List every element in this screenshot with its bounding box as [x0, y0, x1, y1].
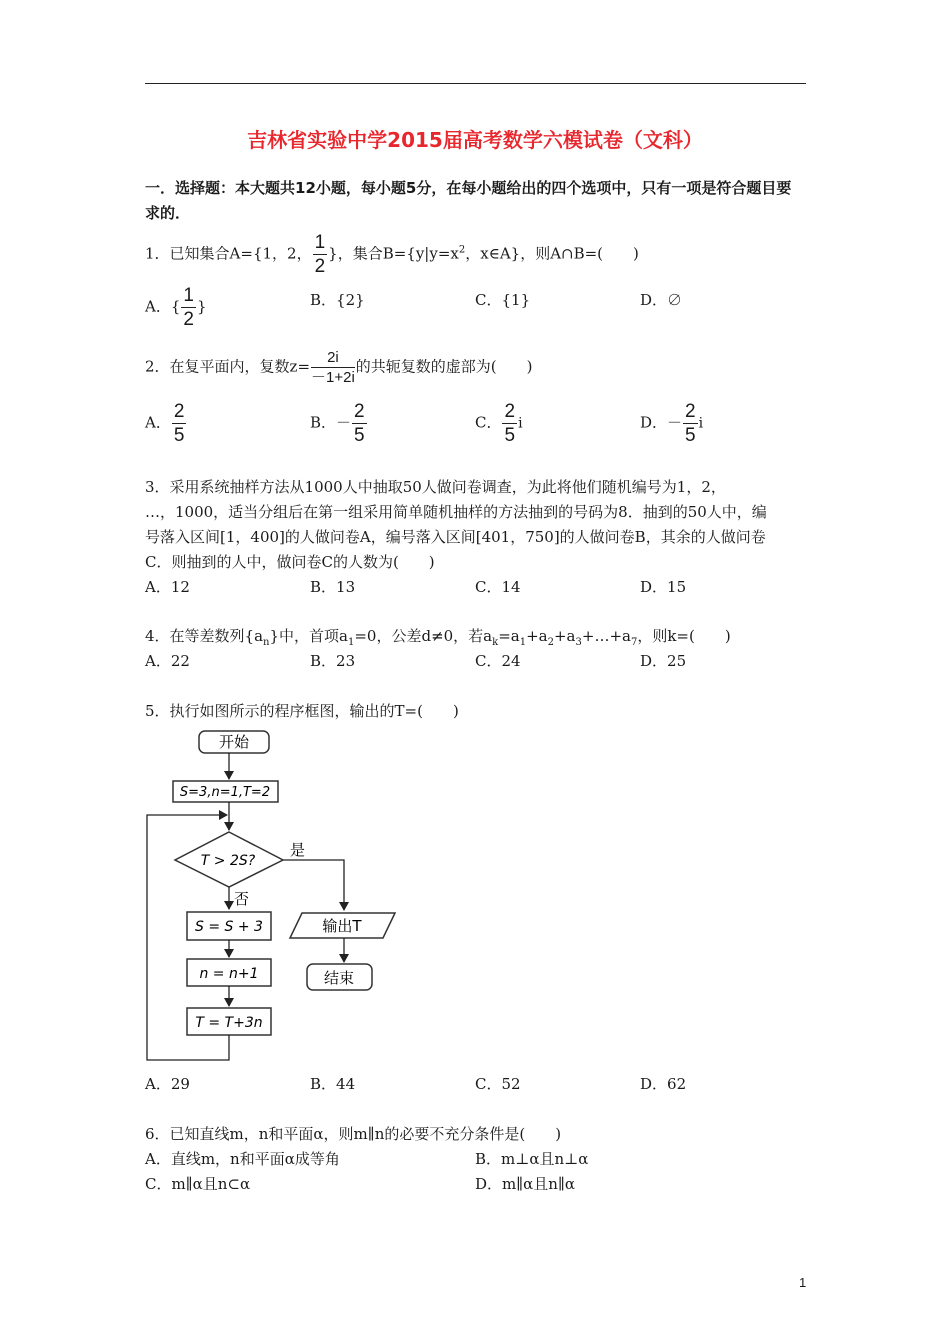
q1-option-a-fraction — [181, 286, 196, 329]
q1-option-a-den: 2 — [183, 309, 194, 330]
q2-frac-num: 2i — [311, 350, 355, 368]
flow-init-label: S=3,n=1,T=2 — [179, 785, 271, 800]
q4-option-a: A．22 — [145, 652, 190, 670]
q1-option-a — [145, 286, 207, 329]
q1-option-a-num: 1 — [183, 285, 194, 306]
q3-line-4: C．则抽到的人中，做问卷C的人数为( ) — [145, 553, 435, 571]
q4-option-b: B．23 — [310, 652, 356, 670]
q4-text-7: +…+a — [581, 627, 631, 645]
q2-option-b-fraction — [352, 402, 367, 445]
flow-step1-label: S = S + 3 — [195, 919, 263, 935]
q4-text-6: +a — [553, 627, 576, 645]
flow-step3-label: T = T+3n — [195, 1015, 263, 1031]
q1-option-b: B．{2} — [310, 291, 365, 309]
q2-option-a-label: A． — [145, 413, 171, 432]
q4-text-5: +a — [526, 627, 548, 645]
q1-stem-part-c: ，x∈A}，则A∩B=( ) — [465, 244, 639, 263]
q2-option-d — [640, 402, 703, 445]
q2-option-d-num: 2 — [685, 401, 696, 422]
q6-option-d: D．m∥α且n∥α — [475, 1175, 576, 1193]
q2-option-c-num: 2 — [504, 401, 516, 422]
q2-option-a — [145, 402, 187, 445]
q4-text-2: }中，首项a — [269, 627, 348, 645]
flow-yes-arrow — [283, 860, 344, 910]
q3-line-2: …，1000，适当分组后在第一组采用简单随机抽样的方法抽到的号码为8．抽到的50人中，编 — [145, 503, 767, 521]
flow-condition-label: T > 2S? — [200, 853, 256, 869]
q2-option-b-num: 2 — [354, 401, 365, 422]
q5-option-b: B．44 — [310, 1075, 356, 1093]
q1-frac-den: 2 — [314, 256, 326, 277]
q2-option-c-den: 5 — [504, 425, 516, 446]
q4-sub-2: 1 — [347, 637, 355, 648]
q4-option-c: C．24 — [475, 652, 521, 670]
flow-output-label: 输出T — [322, 917, 362, 935]
q3-option-d: D．15 — [640, 578, 687, 596]
q6-option-b: B．m⊥α且n⊥α — [475, 1150, 589, 1168]
q5-option-a: A．29 — [145, 1075, 190, 1093]
q2-option-d-label: D．－ — [640, 413, 683, 432]
q1-stem-part-b: }，集合B={y|y=x — [328, 244, 459, 263]
q4-option-d: D．25 — [640, 652, 687, 670]
q4-sub-5: 2 — [547, 637, 554, 648]
flow-start-label: 开始 — [218, 733, 250, 751]
q2-option-c-label: C． — [475, 413, 502, 432]
q2-stem-part-a: 2．在复平面内，复数z= — [145, 357, 311, 376]
q2-option-b-den: 5 — [354, 425, 365, 446]
q1-option-c: C．{1} — [475, 291, 531, 309]
q2-stem-part-b: 的共轭复数的虚部为( ) — [355, 357, 533, 376]
flow-no-label: 否 — [234, 890, 250, 908]
q4-sub-7: 7 — [630, 637, 638, 648]
q3-line-3: 号落入区间[1，400]的人做问卷A，编号落入区间[401，750]的人做问卷B，其余的人做问卷 — [145, 528, 766, 546]
q2-option-a-den: 5 — [173, 425, 185, 446]
q2-option-a-fraction — [172, 402, 187, 445]
q2-option-b — [310, 402, 368, 445]
q3-line-1: 3．采用系统抽样方法从1000人中抽取50人做问卷调查，为此将他们随机编号为1，2， — [145, 478, 726, 496]
q2-stem — [145, 350, 533, 385]
q2-option-d-unit: i — [698, 415, 704, 432]
page-number: 1 — [799, 1275, 807, 1290]
q4-sub-3: k — [492, 637, 499, 648]
q1-option-d: D．∅ — [640, 291, 683, 309]
q4-text-8: ，则k=( ) — [637, 627, 731, 645]
q2-option-b-label: B．－ — [310, 413, 352, 432]
q5-stem: 5．执行如图所示的程序框图，输出的T=( ) — [145, 702, 459, 720]
page-title: 吉林省实验中学2015届高考数学六模试卷（文科） — [247, 128, 703, 152]
q1-fraction — [313, 233, 328, 276]
q1-stem — [145, 233, 639, 276]
q1-option-a-close: } — [196, 297, 207, 316]
q1-frac-num: 1 — [314, 232, 326, 253]
q4-text-4: =a — [498, 627, 520, 645]
header-rule — [145, 83, 806, 84]
flow-yes-label: 是 — [290, 841, 306, 859]
q3-option-b: B．13 — [310, 578, 356, 596]
q2-option-d-den: 5 — [685, 425, 696, 446]
q2-option-c-unit: i — [518, 415, 523, 432]
q2-option-d-fraction — [683, 402, 698, 445]
q5-option-c: C．52 — [475, 1075, 521, 1093]
q6-option-c: C．m∥α且n⊂α — [145, 1175, 251, 1193]
q2-option-c — [475, 402, 523, 445]
q1-exponent: 2 — [458, 244, 466, 256]
flow-step2-label: n = n+1 — [199, 966, 259, 982]
q4-text-3: =0，公差d≠0，若a — [354, 627, 493, 645]
q2-frac-den: －1+2i — [311, 369, 355, 386]
q6-stem: 6．已知直线m，n和平面α，则m∥n的必要不充分条件是( ) — [145, 1125, 562, 1143]
flowchart — [140, 726, 410, 1071]
section-heading: 一．选择题：本大题共12小题，每小题5分，在每小题给出的四个选项中，只有一项是符合题目要求的． — [145, 179, 792, 222]
q3-option-a: A．12 — [145, 578, 190, 596]
q4-sub-6: 3 — [575, 637, 582, 648]
q3-option-c: C．14 — [475, 578, 521, 596]
flow-end-label: 结束 — [323, 969, 355, 987]
q4-stem — [145, 625, 731, 648]
q2-option-c-fraction — [502, 402, 517, 445]
q4-sub-4: 1 — [519, 637, 527, 648]
q5-option-d: D．62 — [640, 1075, 687, 1093]
q2-fraction — [311, 350, 355, 385]
q2-option-a-num: 2 — [173, 401, 185, 422]
q4-text-1: 4．在等差数列{a — [145, 627, 264, 645]
q6-option-a: A．直线m，n和平面α成等角 — [145, 1150, 340, 1168]
q1-stem-part-a: 1．已知集合A={1，2， — [145, 244, 312, 263]
q1-option-a-label: A．{ — [145, 297, 181, 316]
q4-sub-1: n — [263, 637, 270, 648]
